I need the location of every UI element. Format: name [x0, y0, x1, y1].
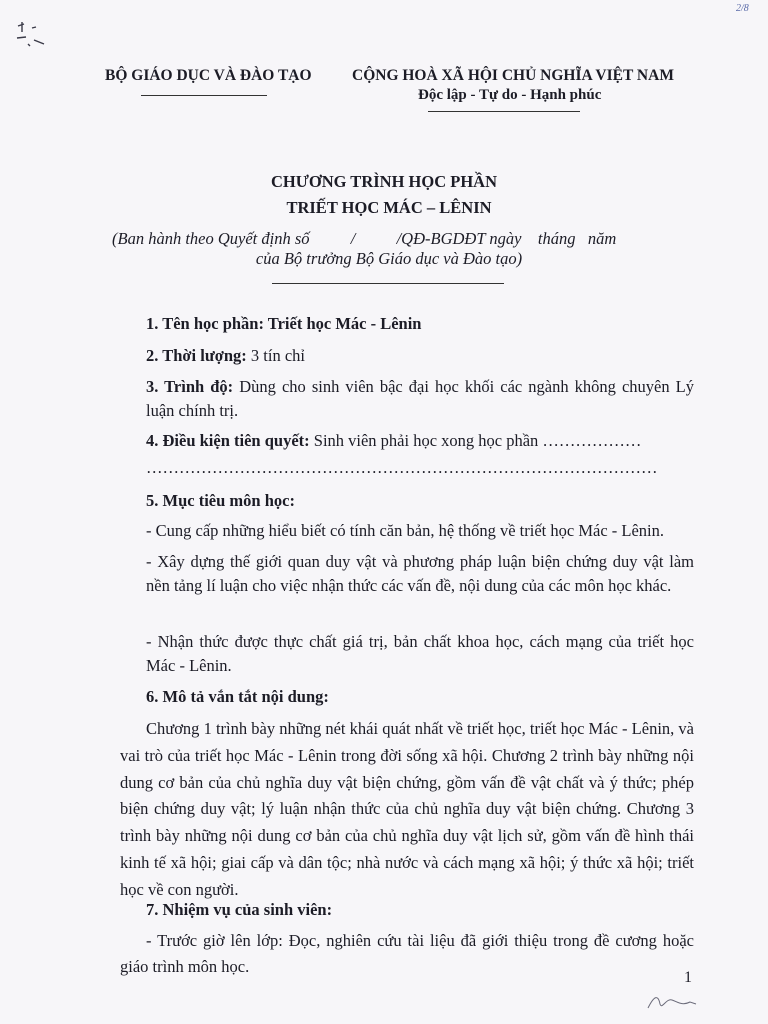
section-7-item-1: - Trước giờ lên lớp: Đọc, nghiên cứu tài liệu đã giới thiệu trong đề cương hoặc giáo trình môn học. [120, 931, 694, 976]
section-4-text: Sinh viên phải học xong học phần ……………… [313, 431, 642, 450]
section-2-value: 3 tín chỉ [250, 346, 305, 365]
section-5-item-3 [146, 630, 694, 677]
section-6-heading: 6. Mô tả vắn tắt nội dung: [146, 687, 329, 706]
motto: Độc lập - Tự do - Hạnh phúc [418, 87, 602, 103]
signature-scribble-icon [644, 990, 700, 1012]
section-2-label: 2. Thời lượng: [146, 346, 247, 365]
course-title: TRIẾT HỌC MÁC – LÊNIN [286, 198, 492, 217]
republic-name: CỘNG HOÀ XÃ HỘI CHỦ NGHĨA VIỆT NAM [352, 67, 674, 84]
section-5-heading: 5. Mục tiêu môn học: [146, 491, 295, 510]
section-3-label: 3. Trình độ: [146, 377, 234, 396]
section-1-heading: 1. Tên học phần: Triết học Mác - Lênin [146, 314, 422, 333]
ministry-name: BỘ GIÁO DỤC VÀ ĐÀO TẠO [105, 67, 312, 84]
issuance-note-line2: của Bộ trưởng Bộ Giáo dục và Đào tạo) [255, 249, 523, 268]
section-3 [146, 375, 694, 422]
section-4 [146, 431, 641, 451]
document-title: CHƯƠNG TRÌNH HỌC PHẦN [271, 172, 497, 191]
section-5-item-2-text: - Xây dựng thế giới quan duy vật và phương pháp luận biện chứng duy vật làm nền tảng lí luận cho việc nhận thức các vấn đề, nội dung của các môn học khác. [146, 552, 694, 595]
section-7-heading: 7. Nhiệm vụ của sinh viên: [146, 900, 333, 919]
section-5-item-1: - Cung cấp những hiểu biết có tính căn bản, hệ thống về triết học Mác - Lênin. [146, 521, 665, 540]
stamp-mark-icon [14, 18, 48, 50]
section-2 [146, 346, 305, 366]
issuance-note-line1: (Ban hành theo Quyết định số / /QĐ-BGDĐT ngày tháng năm [112, 229, 617, 248]
section-5-item-3-text: - Nhận thức được thực chất giá trị, bản chất khoa học, cách mạng của triết học Mác - Lênin. [146, 632, 694, 675]
motto-underline [428, 111, 580, 112]
title-separator [272, 283, 504, 284]
section-3-text: Dùng cho sinh viên bậc đại học khối các ngành không chuyên Lý luận chính trị. [146, 377, 695, 420]
page-number: 1 [684, 969, 692, 986]
section-6-text: Chương 1 trình bày những nét khái quát nhất về triết học, triết học Mác - Lênin, và vai trò của triết học Mác - Lênin trong đời sống xã hội. Chương 2 trình bày những nội dung cơ bản của chủ nghĩa duy vật biện chứng, gồm vấn đề vật chất và ý thức; phép biện chứng duy vật; lý luận nhận thức của chủ nghĩa duy vật biện chứng. Chương 3 trình bày những nội dung cơ bản của chủ nghĩa duy vật lịch sử, gồm vấn đề hình thái kinh tế xã hội; giai cấp và dân tộc; nhà nước và cách mạng xã hội; ý thức xã hội; triết học về con người. [120, 719, 694, 899]
section-4-label: 4. Điều kiện tiên quyết: [146, 431, 310, 450]
ministry-underline [141, 95, 267, 96]
corner-note: 2/8 [736, 3, 749, 14]
section-5-item-2 [146, 550, 694, 597]
section-4-dots: ………………………………………………………………………………… [146, 458, 658, 477]
